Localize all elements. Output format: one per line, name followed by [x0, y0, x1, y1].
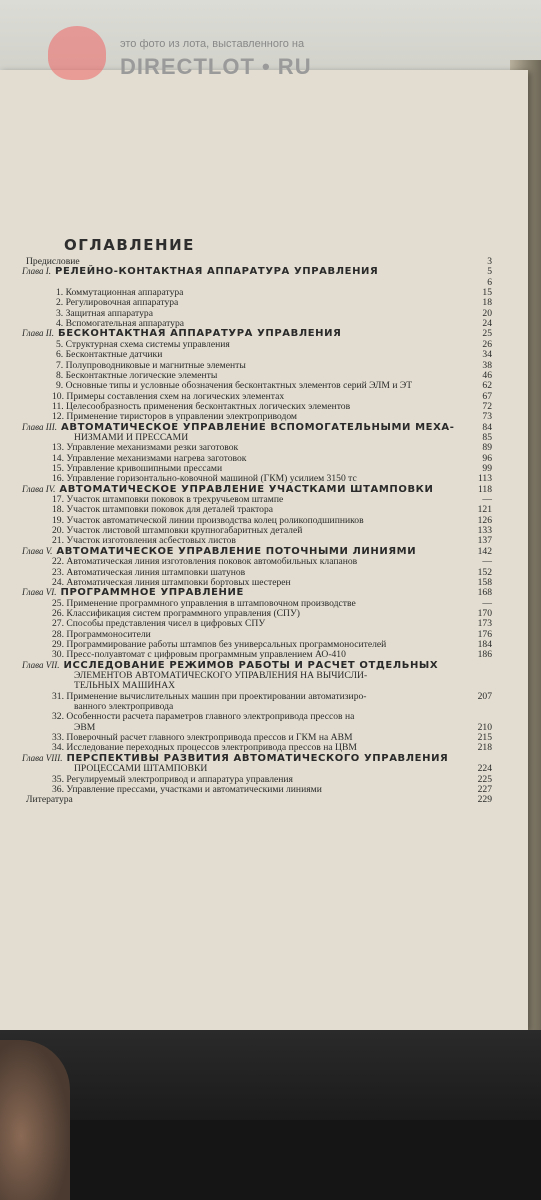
- toc-chapter-row: [22, 266, 492, 277]
- toc-entry-text: 10. Примеры составления схем на логических элементах: [52, 390, 285, 402]
- toc-entry-text: ПРОЦЕССАМИ ШТАМПОВКИ: [74, 763, 208, 775]
- toc-row: [22, 670, 492, 681]
- toc-row: [22, 608, 492, 619]
- toc-page-number: 3: [487, 256, 492, 267]
- toc-row: [22, 763, 492, 774]
- toc-entry-text: 31. Применение вычислительных машин при проектировании автоматизиро-: [52, 690, 367, 702]
- toc-title: ОГЛАВЛЕНИЕ: [64, 236, 195, 254]
- toc-page-number: 133: [477, 525, 492, 537]
- toc-page-number: 46: [482, 369, 492, 381]
- toc-row: [22, 401, 492, 412]
- toc-row: [22, 318, 492, 329]
- toc-row: [22, 287, 492, 298]
- toc-page-number: 184: [477, 638, 492, 650]
- toc-chapter-row: [22, 484, 492, 495]
- toc-entry-text: 25. Применение программного управления в штамповочном производстве: [52, 597, 356, 609]
- toc-page-number: 34: [482, 349, 492, 361]
- toc-entry-text: 32. Особенности расчета параметров главного электропривода прессов на: [52, 711, 355, 723]
- toc-page-number: 207: [477, 690, 492, 702]
- toc-row: [22, 774, 492, 785]
- toc-chapter-label: Глава VII.: [22, 659, 60, 670]
- toc-row: [22, 349, 492, 360]
- toc-entry-text: 11. Целесообразность применения бесконтактных логических элементов: [52, 400, 351, 412]
- toc-page-number: 168: [477, 587, 492, 599]
- toc-page-number: 62: [482, 380, 492, 392]
- toc-page-number: 24: [482, 318, 492, 330]
- toc-row: [22, 339, 492, 350]
- toc-chapter-label: Глава VI.: [22, 587, 57, 598]
- toc-page-number: 18: [482, 297, 492, 309]
- toc-chapter-row: [22, 753, 492, 764]
- toc-entry-text: 34. Исследование переходных процессов электропривода прессов на ЦВМ: [52, 742, 357, 754]
- toc-row: [22, 680, 492, 691]
- toc-entry-text: 30. Пресс-полуавтомат с цифровым программным управлением АО-410: [52, 649, 346, 661]
- toc-row: [22, 391, 492, 402]
- toc-entry-text: 35. Регулируемый электропривод и аппаратура управления: [52, 773, 293, 785]
- toc-row: [22, 297, 492, 308]
- toc-chapter-label: Глава V.: [22, 545, 53, 556]
- toc-entry-text: 18. Участок штамповки поковок для деталей трактора: [52, 504, 274, 516]
- toc-row: [22, 504, 492, 515]
- toc-row: [22, 463, 492, 474]
- toc-entry-text: 8. Бесконтактные логические элементы: [56, 369, 218, 381]
- toc-page-number: 170: [477, 607, 492, 619]
- toc-chapter-label: Глава I.: [22, 266, 52, 277]
- toc-page-number: —: [482, 556, 492, 568]
- toc-page-number: 84: [482, 421, 492, 433]
- toc-page-number: 99: [482, 463, 492, 474]
- toc-chapter-title: ИССЛЕДОВАНИЕ РЕЖИМОВ РАБОТЫ И РАСЧЕТ ОТДЕЛЬНЫХ: [63, 659, 439, 671]
- toc-entry-text: 22. Автоматическая линия изготовления поковок автомобильных клапанов: [52, 556, 358, 568]
- toc-entry-text: 36. Управление прессами, участками и автоматическими линиями: [52, 783, 322, 795]
- toc-page-number: 85: [482, 431, 492, 443]
- toc-row: [22, 432, 492, 443]
- toc-row: [22, 794, 492, 805]
- toc-entry-text: 7. Полупроводниковые и магнитные элементы: [56, 359, 246, 371]
- toc-page-number: 89: [482, 442, 492, 454]
- toc-entry-text: 3. Защитная аппаратура: [56, 307, 153, 319]
- toc-page-number: 176: [477, 628, 492, 640]
- toc-page-number: 218: [477, 742, 492, 754]
- toc-row: [22, 691, 492, 702]
- watermark-brand: DIRECTLOT • RU: [120, 54, 312, 79]
- toc-row: [22, 494, 492, 505]
- toc-page-number: 26: [482, 338, 492, 350]
- toc-entry-text: 17. Участок штамповки поковок в трехручьевом штампе: [52, 494, 284, 506]
- toc-entry-text: 23. Автоматическая линия штамповки шатунов: [52, 566, 246, 578]
- toc-page-number: 142: [477, 545, 492, 557]
- toc-entry-text: ЭВМ: [74, 721, 96, 733]
- toc-page-number: 210: [477, 721, 492, 733]
- toc-row: [22, 711, 492, 722]
- toc-entry-text: Предисловие: [26, 256, 80, 267]
- toc-page-number: 227: [477, 783, 492, 795]
- toc-chapter-row: [22, 587, 492, 598]
- toc-entry-text: 5. Структурная схема системы управления: [56, 338, 230, 350]
- toc-entry-text: 26. Классификация систем программного управления (СПУ): [52, 607, 300, 619]
- toc-page-number: 225: [477, 773, 492, 785]
- toc-chapter-title: БЕСКОНТАКТНАЯ АППАРАТУРА УПРАВЛЕНИЯ: [58, 328, 342, 340]
- toc-chapter-title: ПРОГРАММНОЕ УПРАВЛЕНИЕ: [60, 587, 244, 599]
- toc-entry-text: 28. Программоносители: [52, 628, 151, 640]
- toc-row: [22, 308, 492, 319]
- toc-page-number: 137: [477, 535, 492, 547]
- toc-row: [22, 515, 492, 526]
- toc-page-number: 126: [477, 514, 492, 526]
- toc-chapter-title: АВТОМАТИЧЕСКОЕ УПРАВЛЕНИЕ ВСПОМОГАТЕЛЬНЫМИ МЕХА-: [61, 421, 455, 433]
- toc-page-number: 152: [477, 566, 492, 578]
- toc-page-number: 15: [482, 287, 492, 299]
- toc-page-number: 173: [477, 618, 492, 630]
- toc-chapter-label: Глава IV.: [22, 483, 56, 494]
- toc-entry-text: 27. Способы представления чисел в цифровых СПУ: [52, 618, 266, 630]
- toc-page-number: 6: [487, 276, 492, 288]
- toc-page-number: 186: [477, 649, 492, 661]
- toc-page-number: 118: [477, 483, 492, 495]
- toc-entry-text: НИЗМАМИ И ПРЕССАМИ: [74, 431, 189, 443]
- toc-page-number: 224: [477, 763, 492, 775]
- toc-entry-text: 16. Управление горизонтально-ковочной машиной (ГКМ) усилием 3150 тс: [52, 473, 357, 485]
- toc-row: [22, 722, 492, 733]
- toc-row: [22, 380, 492, 391]
- toc-row: [22, 360, 492, 371]
- toc-row: [22, 453, 492, 464]
- toc-row: [22, 742, 492, 753]
- toc-page-number: —: [482, 597, 492, 609]
- toc-page-number: 72: [482, 400, 492, 412]
- toc-page-number: 67: [482, 390, 492, 402]
- toc-page-number: 20: [482, 307, 492, 319]
- toc-entry-text: 21. Участок изготовления асбестовых листов: [52, 535, 236, 547]
- toc-page-number: 229: [477, 794, 492, 806]
- toc-page-number: 158: [477, 576, 492, 588]
- toc-entry-text: 14. Управление механизмами нагрева заготовок: [52, 452, 247, 464]
- toc-entry-text: ЭЛЕМЕНТОВ АВТОМАТИЧЕСКОГО УПРАВЛЕНИЯ НА ВЫЧИСЛИ-: [74, 670, 368, 681]
- toc-row: [22, 473, 492, 484]
- toc-row: [22, 618, 492, 629]
- toc-entry-text: 12. Применение тиристоров в управлении электроприводом: [52, 411, 298, 423]
- toc-entry-text: ванного электропривода: [74, 701, 174, 713]
- toc-entry-text: 15. Управление кривошипными прессами: [52, 463, 223, 474]
- toc-chapter-label: Глава II.: [22, 328, 55, 339]
- toc-entry-text: 33. Поверочный расчет главного электропривода прессов и ГКМ на АВМ: [52, 732, 353, 744]
- toc-row: [22, 629, 492, 640]
- toc-entry-text: 29. Программирование работы штампов без универсальных программоносителей: [52, 638, 387, 650]
- toc-entry-text: ТЕЛЬНЫХ МАШИНАХ: [74, 680, 176, 692]
- toc-row: [22, 598, 492, 609]
- toc-page-number: 5: [487, 266, 492, 278]
- toc-row: [22, 525, 492, 536]
- toc-row: [22, 277, 492, 288]
- toc-row: [22, 567, 492, 578]
- toc-chapter-row: [22, 546, 492, 557]
- toc-row: [22, 649, 492, 660]
- toc-chapter-title: АВТОМАТИЧЕСКОЕ УПРАВЛЕНИЕ УЧАСТКАМИ ШТАМПОВКИ: [59, 483, 434, 495]
- watermark-caption: это фото из лота, выставленного на: [120, 38, 305, 50]
- toc-entry-text: 6. Бесконтактные датчики: [56, 349, 163, 361]
- toc-row: [22, 732, 492, 743]
- toc-chapter-label: Глава III.: [22, 421, 58, 432]
- toc-page-number: 215: [477, 732, 492, 744]
- toc-page-number: 121: [477, 504, 492, 516]
- toc-page-number: 73: [482, 411, 492, 423]
- toc-row: [22, 784, 492, 795]
- toc-row: [22, 535, 492, 546]
- toc-chapter-row: [22, 422, 492, 433]
- toc-chapter-row: [22, 660, 492, 671]
- toc-page-number: 25: [482, 328, 492, 340]
- toc-entry-text: 24. Автоматическая линия штамповки бортовых шестерен: [52, 576, 291, 588]
- toc-entry-text: 2. Регулировочная аппаратура: [56, 297, 179, 309]
- toc-entry-text: 4. Вспомогательная аппаратура: [56, 318, 185, 330]
- toc-page-number: 96: [482, 452, 492, 464]
- toc-entry-text: 13. Управление механизмами резки заготовок: [52, 442, 239, 454]
- toc-entry-text: Литература: [26, 794, 73, 806]
- toc-chapter-title: РЕЛЕЙНО-КОНТАКТНАЯ АППАРАТУРА УПРАВЛЕНИЯ: [55, 266, 379, 278]
- toc-page-number: —: [482, 494, 492, 506]
- toc-row: [22, 556, 492, 567]
- toc-entry-text: 19. Участок автоматической линии производства колец роликоподшипников: [52, 514, 364, 526]
- toc-row: [22, 442, 492, 453]
- toc-chapter-title: АВТОМАТИЧЕСКОЕ УПРАВЛЕНИЕ ПОТОЧНЫМИ ЛИНИЯМИ: [56, 545, 417, 557]
- toc-page-number: 38: [482, 359, 492, 371]
- toc-chapter-label: Глава VIII.: [22, 752, 63, 763]
- toc-row: [22, 411, 492, 422]
- toc-chapter-row: [22, 328, 492, 339]
- toc-row: [22, 639, 492, 650]
- toc-entry-text: 9. Основные типы и условные обозначения бесконтактных элементов серий ЭЛМ и ЭТ: [56, 380, 413, 392]
- watermark: [40, 20, 365, 86]
- toc-page-number: 113: [477, 473, 492, 485]
- toc-row: [22, 370, 492, 381]
- toc-entry-text: 20. Участок листовой штамповки крупногабаритных деталей: [52, 525, 303, 537]
- table-edge: [70, 1120, 541, 1200]
- toc-row: [22, 577, 492, 588]
- toc-row: [22, 701, 492, 712]
- squirrel-logo-icon: [48, 26, 106, 80]
- hand: [0, 1040, 70, 1200]
- toc-entry-text: 1. Коммутационная аппаратура: [56, 287, 184, 299]
- toc-chapter-title: ПЕРСПЕКТИВЫ РАЗВИТИЯ АВТОМАТИЧЕСКОГО УПРАВЛЕНИЯ: [66, 752, 449, 764]
